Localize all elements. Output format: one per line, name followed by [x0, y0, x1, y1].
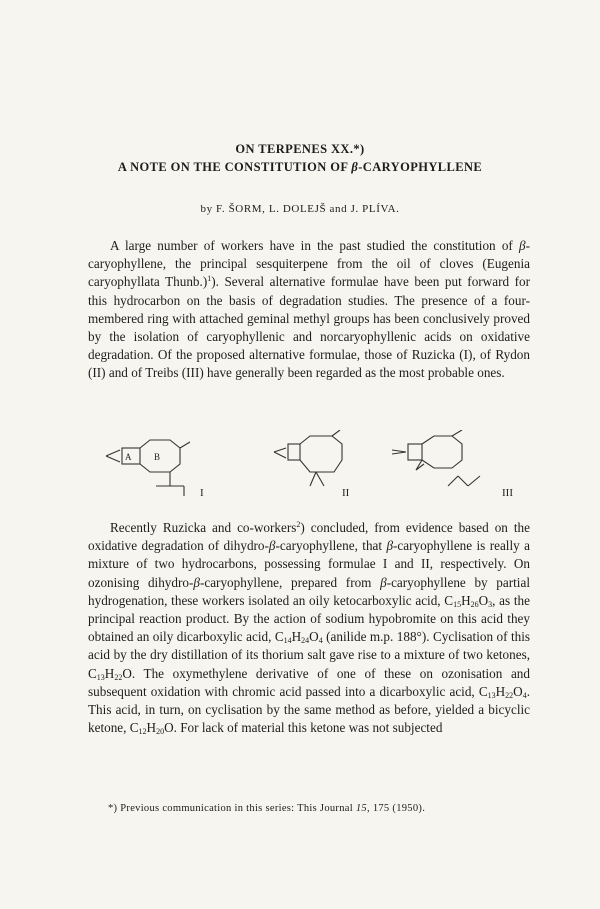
p1-text-2: -caryophyllene, the principal sesquiterpene from the oil of cloves ( [88, 238, 530, 272]
ref-1: 1 [207, 274, 212, 284]
formula-1-sub-o: 3 [488, 599, 493, 609]
formula-3-o: O [122, 665, 132, 681]
ring-B-label: B [154, 452, 161, 462]
formula-2-sub-c: 14 [283, 636, 292, 646]
formula-4-sub-h: 22 [505, 690, 514, 700]
title-line-1: ON TERPENES XX.*) [235, 142, 365, 156]
formula-4-sub-o: 4 [522, 690, 527, 700]
title-line-2 [0, 160, 600, 175]
formula-5-sub-c: 12 [138, 727, 147, 737]
paragraph-1 [88, 237, 530, 383]
formula-2-o: O [309, 629, 319, 645]
p1-text-4: ). Several alternative formulae have been put forward for this hydrocarbon on the basis of degradation studies. The presence of a four-membered ring with attached geminal methyl groups has been conclusively proved by the isolation of caryophyllenic and norcaryophyllenic acids on oxidative degradation. Of the proposed alternative formulae, those of Ruzicka (I), of Rydon (II) and of Treibs (III) have generally been regarded as the most probable ones. [88, 274, 530, 381]
formula-4-o: O [513, 683, 523, 699]
p1-beta: β [519, 238, 526, 253]
formula-1-o: O [478, 592, 489, 608]
p2-text-1: Recently Ruzicka and co-workers [110, 520, 297, 535]
ring-A-label: A [125, 452, 132, 462]
footnote-text-1: *) Previous communication in this series: This Journal [108, 803, 356, 814]
paragraph-2 [88, 519, 530, 737]
p2-text-10: . This acid, in turn, on cyclisation by the same method as before, yielded a bicyclic ketone, C [88, 683, 530, 736]
formula-3-sub-c: 13 [96, 672, 105, 682]
structure-I [98, 430, 228, 502]
structure-label-III: III [502, 487, 513, 499]
p2-text-4: -caryophyllene is really a mixture of two hydrocarbons, possessing formulae I and II, respectively. On ozonising dihydro- [88, 538, 530, 590]
structure-II [270, 430, 380, 502]
p2-text-2: ) concluded, from evidence based on the oxidative degradation of dihydro- [88, 520, 530, 554]
p2-beta-3: β [193, 574, 200, 590]
formula-5-o: O [164, 720, 174, 736]
title-beta: β [351, 160, 359, 174]
structure-III [388, 430, 528, 502]
formula-2-sub-h: 24 [301, 636, 310, 646]
p2-text-8: (anilide m.p. 188°). Cyclisation of this acid by the dry distillation of its thorium salt gave rise to a mixture of two ketones, C [88, 629, 530, 681]
p1-text-1: A large number of workers have in the past studied the constitution of [110, 238, 520, 253]
p2-text-6: -caryophyllene by partial hydrogenation, these workers isolated an oily ketocarboxylic acid, C [88, 574, 530, 608]
p1-text-3: Thunb.) [159, 274, 208, 290]
structure-II-drawing [270, 430, 380, 502]
p1-latin-name: Eugenia caryophyllata [88, 256, 530, 290]
formula-1-h: H [461, 592, 471, 608]
structure-III-drawing [388, 430, 528, 502]
title-suffix: -CARYOPHYLLENE [358, 160, 483, 174]
formula-1-sub-c: 15 [453, 599, 462, 609]
formula-3-h: H [104, 665, 115, 681]
structure-label-I: I [200, 487, 204, 499]
title-prefix: A NOTE ON THE CONSTITUTION OF [117, 160, 352, 174]
footnote-volume: 15 [355, 803, 367, 814]
ref-2: 2 [296, 520, 301, 529]
formula-3-sub-h: 22 [114, 672, 123, 682]
formula-4-sub-c: 13 [487, 690, 496, 700]
p2-text-11: . For lack of material this ketone was not subjected [173, 720, 443, 736]
formula-5-h: H [146, 720, 157, 736]
p2-text-7: , as the principal reaction product. By the action of sodium hypobromite on this acid they obtained an oily dicarboxylic acid, C [88, 592, 530, 645]
formula-5-sub-h: 20 [156, 727, 165, 737]
p2-beta-4: β [380, 574, 387, 590]
formula-2-sub-o: 4 [318, 636, 323, 646]
p2-beta-1: β [268, 538, 276, 554]
p2-text-9: . The oxymethylene derivative of one of these on ozonisation and subsequent oxidation with chromic acid passed into a dicarboxylic acid, C [88, 665, 530, 699]
footnote [108, 803, 538, 814]
p2-text-3: -caryophyllene, that [275, 538, 387, 554]
formula-4-h: H [495, 683, 506, 699]
p2-text-5: -caryophyllene, prepared from [199, 574, 381, 590]
formula-2-h: H [291, 629, 302, 645]
authors: by F. ŠORM, L. DOLEJŠ and J. PLÍVA. [200, 203, 400, 215]
structure-I-drawing [98, 430, 228, 502]
formula-1-sub-h: 26 [470, 599, 479, 609]
structure-label-II: II [342, 487, 350, 499]
p2-beta-2: β [386, 538, 394, 554]
footnote-text-2: , 175 (1950). [366, 803, 426, 814]
